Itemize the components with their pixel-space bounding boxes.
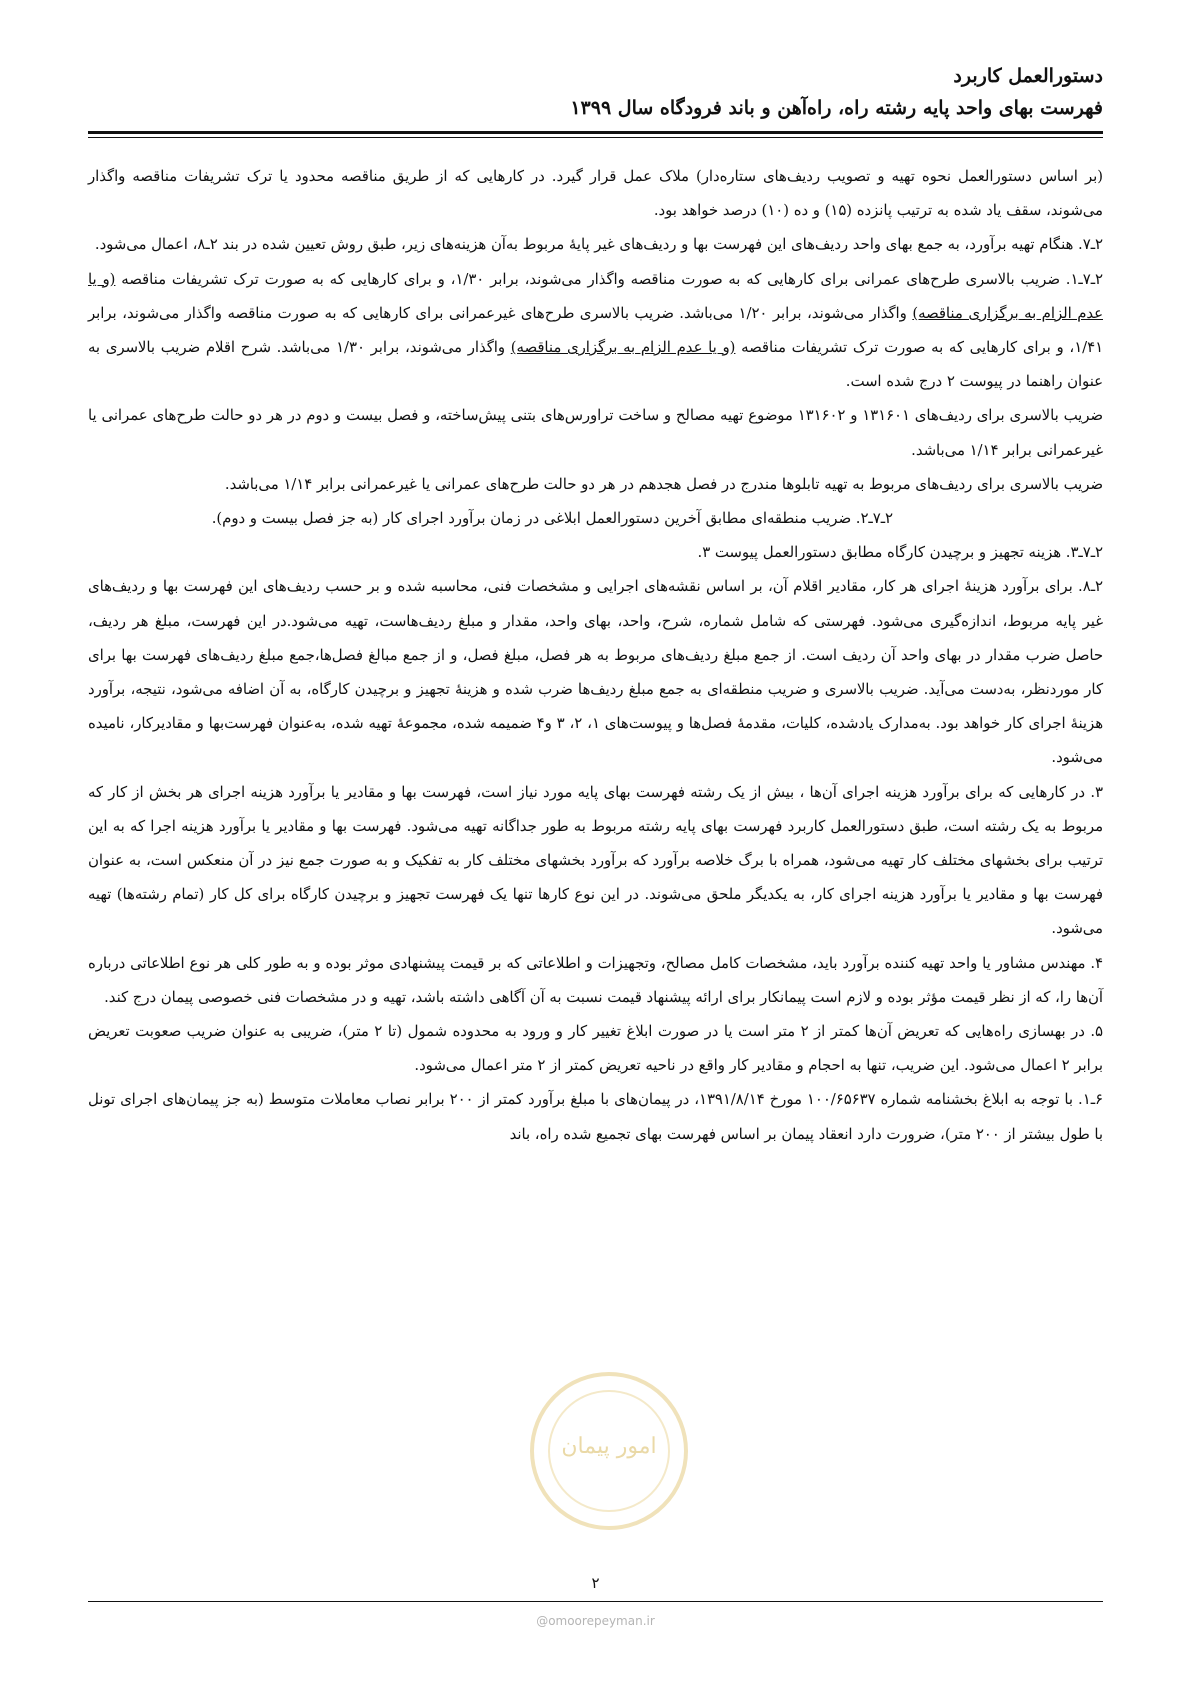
page-number: ۲ [591,1574,600,1592]
paragraph: ضریب بالاسری برای ردیف‌های ۱۳۱۶۰۱ و ۱۳۱۶۰۲ موضوع تهیه مصالح و ساخت تراورس‌های بتنی پیش‌ساخته، و فصل بیست و دوم در هر دو حالت طرح‌های عمرانی یا غیرعمرانی برابر ۱/۱۴ می‌باشد. [88,407,1103,459]
header-rule-thin [88,137,1103,138]
paragraph [88,263,1103,400]
paragraph: ۵. در بهسازی راه‌هایی که تعریض آن‌ها کمتر از ۲ متر است یا در صورت ابلاغ تغییر کار و ورود به محدوده شمول (تا ۲ متر)، ضریبی به عنوان ضریب صعوبت تعریض برابر ۲ اعمال می‌شود. این ضریب، تنها به احجام و مقادیر کار واقع در ناحیه تعریض کمتر از ۲ متر اعمال می‌شود. [88,1023,1103,1075]
paragraph: ۲ـ۷. هنگام تهیه برآورد، به جمع بهای واحد ردیف‌های این فهرست بها و ردیف‌های غیر پایهٔ مربوط به‌آن هزینه‌های زیر، طبق روش تعیین شده در بند ۲ـ۸، اعمال می‌شود. [94,236,1103,254]
paragraph: ۲ـ۷ـ۲. ضریب منطقه‌ای مطابق آخرین دستورالعمل ابلاغی در زمان برآورد اجرای کار (به جز فصل بیست و دوم). [211,510,893,528]
paragraph: ضریب بالاسری برای ردیف‌های مربوط به تهیه تابلوها مندرج در فصل هجدهم در هر دو حالت طرح‌های عمرانی یا غیرعمرانی برابر ۱/۱۴ می‌باشد. [224,475,1103,493]
watermark-text: امور پیمان [561,1434,657,1459]
paragraph: ۴. مهندس مشاور یا واحد تهیه کننده برآورد باید، مشخصات کامل مصالح، وتجهیزات و اطلاعاتی که بر قیمت پیشنهادی موثر بوده و به طور کلی هر نوع اطلاعاتی درباره آن‌ها را، که از نظر قیمت مؤثر بوده و لازم است پیمانکار برای ارائه پیشنهاد قیمت نسبت به آن آگاهی داشته باشد، تهیه و در مشخصات فنی خصوصی پیمان درج کند. [88,954,1103,1006]
footer-rule [88,1601,1103,1602]
header-title-line1: دستورالعمل کاربرد [953,65,1103,87]
paragraph-text: واگذار می‌شوند، برابر ۱/۲۰ می‌باشد. ضریب بالاسری طرح‌های غیرعمرانی برای کارهایی که به صورت مناقصه واگذار می‌شوند، برابر ۱/۴۱، و برای کارهایی که به صورت ترک تشریفات مناقصه [88,304,1104,357]
paragraph: ۲ـ۸. برای برآورد هزینهٔ اجرای هر کار، مقادیر اقلام آن، بر اساس نقشه‌های اجرایی و مشخصات فنی، محاسبه شده و بر حسب ردیف‌های این فهرست بها و ردیف‌های غیر پایه مربوط، اندازه‌گیری می‌شود. فهرستی که شامل شماره، شرح، واحد، بهای واحد، مقدار و مبلغ ردیف‌هاست، تهیه می‌شود.در این فهرست، مبلغ هر ردیف، حاصل ضرب مقدار در بهای واحد آن ردیف است. از جمع مبلغ ردیف‌های مربوط به هر فصل، مبلغ فصل، و از جمع مبالغ فصل‌ها،جمع مبلغ ردیف‌های فهرست بها برای کار موردنظر، به‌دست می‌آید. ضریب بالاسری و ضریب منطقه‌ای به جمع مبلغ ردیف‌ها ضرب شده و هزینهٔ تجهیز و برچیدن کارگاه، به آن اضافه می‌شود، نتیجه، برآورد هزینهٔ اجرای کار خواهد بود. به‌مدارک یادشده، کلیات، مقدمهٔ فصل‌ها و پیوست‌های ۱، ۲، ۳ و۴ ضمیمه شده، مجموعهٔ تهیه شده، به‌عنوان فهرست‌بها و مقادیرکار، نامیده می‌شود. [88,578,1104,767]
document-body [88,160,1103,1152]
paragraph-text: واگذار می‌شوند، برابر ۱/۳۰ می‌باشد. شرح اقلام ضریب بالاسری به عنوان راهنما در پیوست ۲ درج شده است. [88,339,1103,391]
paragraph-text: ۲ـ۷ـ۱. ضریب بالاسری طرح‌های عمرانی برای کارهایی که به صورت مناقصه واگذار می‌شوند، برابر ۱/۳۰، و برای کارهایی که به صورت ترک تشریفات مناقصه [115,270,1103,288]
paragraph: ۶ـ۱. با توجه به ابلاغ بخشنامه شماره ۱۰۰/۶۵۶۳۷ مورخ ۱۳۹۱/۸/۱۴، در پیمان‌های با مبلغ برآورد کمتر از ۲۰۰ برابر نصاب معاملات متوسط (به جز پیمان‌های اجرای تونل با طول بیشتر از ۲۰۰ متر)، ضرورت دارد انعقاد پیمان بر اساس فهرست بهای تجمیع شده راه، باند [88,1091,1103,1143]
paragraph: ۲ـ۷ـ۳. هزینه تجهیز و برچیدن کارگاه مطابق دستورالعمل پیوست ۳. [697,544,1103,562]
document-header [88,60,1103,124]
underlined-text: (و یا عدم الزام به برگزاری مناقصه) [88,270,1103,322]
header-rule-thick [88,131,1103,134]
header-title-line2: فهرست بهای واحد پایه رشته راه، راه‌آهن و باند فرودگاه سال ۱۳۹۹ [570,97,1103,119]
watermark-seal [530,1372,688,1530]
paragraph: ۳. در کارهایی که برای برآورد هزینه اجرای آن‌ها ، بیش از یک رشته فهرست بهای پایه مورد نیاز است، فهرست بها و مقادیر یا برآورد هزینه اجرای هر بخش از کار که مربوط به یک رشته است، طبق دستورالعمل کاربرد فهرست بهای پایه رشته مربوط به طور جداگانه تهیه می‌شود. فهرست بها و مقادیر یا برآورد هزینه اجرا که به این ترتیب برای بخشهای مختلف کار تهیه می‌شود، همراه با برگ خلاصه برآورد که برآورد بخشهای مختلف کار به تفکیک و به صورت جمع نیز در آن منعکس است، به عنوان فهرست بها و مقادیر یا برآورد هزینه اجرای کار، به یکدیگر ملحق می‌شوند. در این نوع کارها تنها یک فهرست تجهیز و برچیدن کارگاه برای کل کار (تمام رشته‌ها) تهیه می‌شود. [88,783,1103,938]
site-watermark: @omoorepeyman.ir [536,1614,655,1628]
underlined-text: (و یا عدم الزام به برگزاری مناقصه) [510,339,736,357]
paragraph: (بر اساس دستورالعمل نحوه تهیه و تصویب ردیف‌های ستاره‌دار) ملاک عمل قرار گیرد. در کارهایی که از طریق مناقصه محدود یا ترک تشریفات مناقصه واگذار می‌شوند، سقف یاد شده به ترتیب پانزده (۱۵) و ده (۱۰) درصد خواهد بود. [88,168,1103,220]
